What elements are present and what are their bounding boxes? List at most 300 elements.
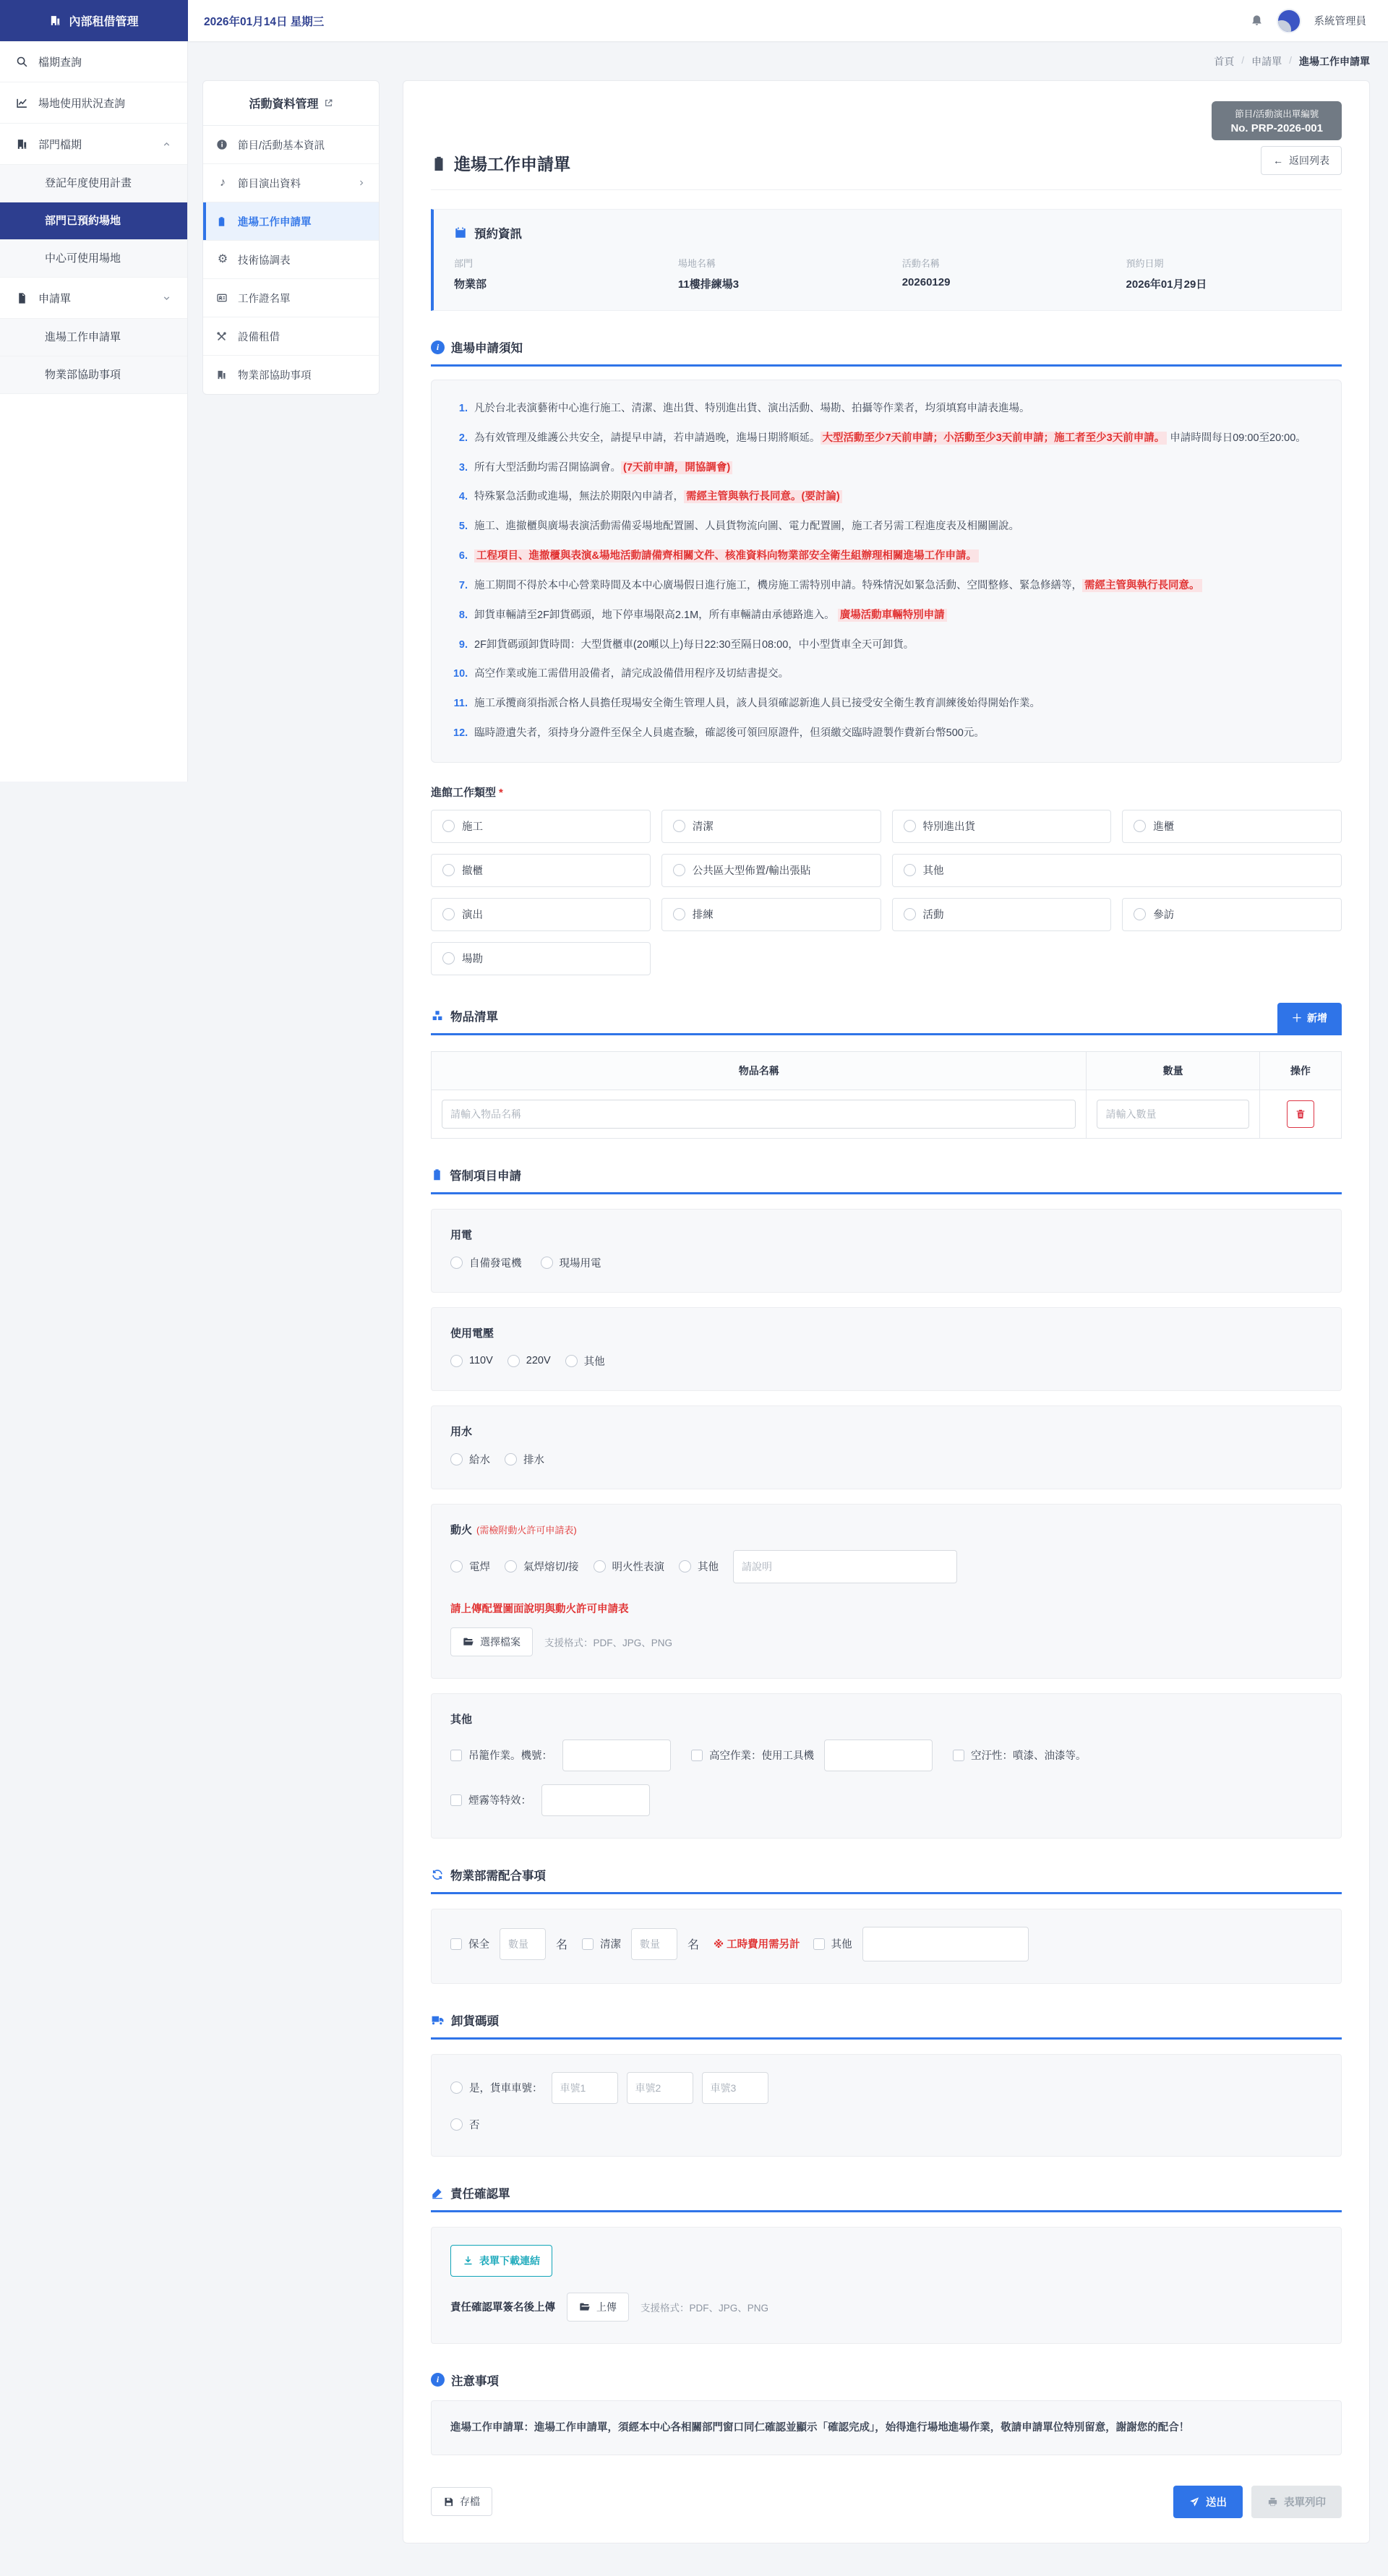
checkbox-aerial-work[interactable] [691, 1747, 814, 1763]
work-type-option-label: 公共區大型佈置/輸出張貼 [692, 865, 811, 878]
work-type-option[interactable] [661, 898, 881, 931]
checkbox-smoke-effects[interactable] [450, 1792, 531, 1807]
radio-icon [450, 1355, 463, 1367]
building-icon [49, 14, 61, 27]
sidebar-item-label: 部門檔期 [38, 138, 82, 151]
notice-item-number: 11. [453, 698, 468, 710]
radio-icon [442, 864, 455, 876]
chevron-right-icon [357, 179, 366, 187]
notice-item [453, 664, 1319, 684]
section-title: 進場申請須知 [451, 342, 523, 355]
sidebar-item-label: 申請單 [38, 292, 72, 305]
notice-item-number: 7. [458, 579, 468, 591]
notice-item-text: 為有效管理及維護公共安全，請提早申請，若申請過晚，進場日期將順延。 大型活動至少7天前申請；小活動至少3天前申請；施工者至少3天前申請。 申請時間每日09:00至20:00。 [474, 432, 1306, 444]
truck-plate-input-2[interactable] [627, 2072, 693, 2104]
radio-icon [1134, 908, 1146, 920]
download-icon [463, 2255, 474, 2266]
radio-220v[interactable] [507, 1355, 551, 1367]
subnav-item-label: 節目演出資料 [238, 178, 301, 190]
work-type-option[interactable] [892, 854, 1342, 887]
notice-item-number: 1. [458, 403, 468, 414]
notice-item [453, 429, 1319, 448]
info-icon: i [431, 2373, 445, 2387]
loading-dock-card [431, 2054, 1342, 2157]
sidebar-item-dept-reserved-venues[interactable]: 部門已預約場地 [0, 202, 187, 240]
calendar-icon [454, 226, 467, 239]
notice-item-number: 3. [458, 461, 468, 474]
option-label: 否 [469, 2119, 480, 2131]
fire-label: 動火 [450, 1523, 473, 1536]
radio-dock-no[interactable] [450, 2117, 480, 2132]
save-draft-button[interactable] [431, 2487, 492, 2516]
save-icon [443, 2496, 454, 2507]
notes-panel: 進場工作申請單：進場工作申請單，須經本中心各相關部門窗口同仁確認並顯示「確認完成」，始得進行場地進場作業，敬請申請單位特別留意，謝謝您的配合！ [431, 2400, 1342, 2455]
truck-plate-input-1[interactable] [552, 2072, 618, 2104]
checkbox-icon [582, 1938, 594, 1950]
property-other-input[interactable] [862, 1927, 1029, 1961]
sidebar-item-label: 場地使用狀況查詢 [38, 97, 126, 110]
add-item-button[interactable] [1277, 1003, 1342, 1033]
option-label: 吊籠作業。機號： [468, 1750, 552, 1763]
notice-item [453, 606, 1319, 625]
cleaning-quantity-input[interactable] [631, 1928, 677, 1960]
work-type-option[interactable] [431, 942, 651, 975]
top-bar [0, 0, 1388, 41]
work-type-option[interactable] [1122, 810, 1342, 843]
truck-plate-input-3[interactable] [702, 2072, 768, 2104]
fire-upload-hint: 請上傳配置圖面說明與動火許可申請表 [450, 1603, 629, 1615]
radio-110v[interactable] [450, 1355, 493, 1367]
radio-fire-other[interactable] [679, 1559, 719, 1574]
subnav-item-label: 節目/活動基本資訊 [238, 140, 325, 152]
upload-after-sign-label: 責任確認單簽名後上傳 [450, 2302, 555, 2314]
chart-icon [16, 97, 28, 109]
tools-icon [216, 331, 229, 342]
booking-field-activity [902, 256, 1126, 291]
option-label: 220V [526, 1355, 551, 1367]
notice-item-number: 8. [458, 609, 468, 621]
notice-item [453, 458, 1319, 478]
sidebar-item-annual-plan[interactable]: 登記年度使用計畫 [0, 165, 187, 202]
current-date: 2026年01月14日 星期三 [204, 15, 325, 28]
notice-item-text: 工程項目、進撤櫃與表演&場地活動請備齊相關文件、核准資料向物業部安全衛生組辦理相關進場工作申請。 [474, 547, 979, 566]
radio-icon [505, 1453, 517, 1465]
printer-icon [1267, 2496, 1278, 2507]
print-form-button [1251, 2486, 1342, 2518]
notice-item-text: 施工承攬商須指派合格人員擔任現場安全衛生管理人員，該人員須確認新進人員已接受安全衛生教育訓練後始得開始作業。 [474, 698, 1040, 710]
option-label: 氣焊熔切/接 [523, 1562, 579, 1574]
items-list-section [431, 1003, 1342, 1139]
sidebar-item-label: 檔期查詢 [38, 56, 82, 69]
breadcrumb-home[interactable]: 首頁 [1214, 56, 1235, 67]
breadcrumb-separator: / [1241, 54, 1245, 66]
activity-subnav [202, 80, 380, 395]
option-label: 110V [469, 1355, 493, 1367]
form-download-label: 表單下載連結 [479, 2254, 540, 2267]
save-draft-label: 存檔 [460, 2496, 480, 2508]
signature-pen-icon [431, 2186, 444, 2199]
building-icon [216, 369, 229, 380]
subnav-item-label: 進場工作申請單 [238, 216, 312, 228]
notice-item-number: 5. [458, 521, 468, 533]
required-asterisk: * [499, 786, 503, 799]
card-label: 用電 [450, 1228, 473, 1241]
search-icon [16, 56, 28, 68]
upload-button[interactable] [567, 2293, 629, 2322]
entry-notice-section [431, 338, 1342, 763]
security-quantity-input[interactable] [500, 1928, 546, 1960]
radio-onsite-power[interactable] [541, 1255, 601, 1270]
column-header-quantity: 數量 [1087, 1051, 1259, 1090]
notice-item-text: 卸貨車輛請至2F卸貨碼頭，地下停車場限高2.1M，所有車輛請由承德路進入。 廣場活動車輛特別申請 [474, 606, 947, 625]
work-type-option-label: 參訪 [1153, 910, 1175, 922]
work-type-option-label: 其他 [922, 865, 944, 878]
submit-button[interactable] [1173, 2486, 1243, 2518]
voltage-card [431, 1307, 1342, 1391]
option-label: 是，貨車車號： [469, 2083, 543, 2095]
notice-item [453, 636, 1319, 655]
radio-icon [1134, 820, 1146, 832]
work-type-label [431, 784, 1342, 800]
subnav-item-property-assistance[interactable] [203, 356, 379, 394]
gears-icon: ⚙ [217, 253, 228, 265]
field-value: 2026年01月29日 [1126, 278, 1207, 291]
subnav-item-work-badge-list[interactable] [203, 279, 379, 317]
work-type-option-label: 施工 [462, 821, 483, 834]
work-type-option[interactable] [892, 810, 1112, 843]
crane-machine-number-input[interactable] [562, 1740, 671, 1771]
info-icon [216, 139, 229, 150]
notice-item [453, 399, 1319, 419]
unit-label: 名 [687, 1939, 700, 1952]
upload-label: 上傳 [596, 2301, 617, 2313]
truck-icon [431, 2013, 445, 2027]
table-row [432, 1090, 1342, 1138]
checkbox-icon [691, 1750, 703, 1761]
back-to-list-label: 返回列表 [1289, 155, 1329, 166]
field-label: 預約日期 [1126, 258, 1164, 269]
radio-electric-welding[interactable] [450, 1559, 490, 1574]
checkbox-icon [813, 1938, 825, 1950]
notice-item [453, 724, 1319, 743]
property-cooperation-card [431, 1909, 1342, 1984]
option-label: 其他 [698, 1562, 719, 1574]
item-quantity-input[interactable] [1097, 1100, 1248, 1129]
choose-file-label: 選擇檔案 [480, 1635, 520, 1648]
user-avatar[interactable] [1277, 9, 1301, 33]
radio-own-generator[interactable] [450, 1255, 522, 1270]
work-type-option[interactable] [661, 810, 881, 843]
subnav-item-performance-data[interactable] [203, 164, 379, 202]
document-icon [16, 292, 28, 304]
clipboard-check-icon [431, 155, 447, 171]
notice-item [453, 517, 1319, 536]
column-header-item-name: 物品名稱 [432, 1051, 1087, 1090]
notice-item [453, 694, 1319, 714]
work-type-label-text: 進館工作類型 [431, 786, 497, 799]
radio-icon [505, 1560, 517, 1572]
notice-item-text: 臨時證遺失者，須持身分證件至保全人員處查驗，確認後可領回原證件，但須繳交臨時證製作費新台幣500元。 [474, 727, 985, 739]
booking-field-venue [678, 256, 902, 291]
subnav-item-label: 工作證名單 [238, 293, 291, 305]
sidebar-item-schedule-query[interactable] [0, 41, 187, 82]
folder-icon [463, 1636, 474, 1648]
id-card-icon [216, 292, 229, 304]
notice-item-text: 2F卸貨碼頭卸貨時間：大型貨櫃車(20噸以上)每日22:30至隔日08:00，中小型貨車全天可卸貨。 [474, 638, 914, 651]
subnav-item-label: 設備租借 [238, 331, 280, 343]
unit-label: 名 [556, 1939, 568, 1952]
notice-item-text: 特殊緊急活動或進場，無法於期限內申請者， 需經主管與執行長同意。(要討論) [474, 487, 842, 507]
delete-item-button[interactable] [1287, 1100, 1314, 1128]
radio-icon [904, 908, 916, 920]
radio-icon [673, 908, 685, 920]
badge-number: No. PRP-2026-001 [1230, 122, 1323, 134]
checkbox-property-other[interactable] [813, 1936, 852, 1951]
work-type-option[interactable] [431, 810, 651, 843]
radio-dock-yes[interactable] [450, 2080, 543, 2095]
sidebar-item-venue-status[interactable] [0, 82, 187, 124]
notice-item-text: 高空作業或施工需借用設備者，請完成設備借用程序及切結書提交。 [474, 668, 789, 680]
external-link-icon [324, 98, 333, 108]
back-to-list-button[interactable] [1261, 146, 1342, 175]
radio-icon [442, 820, 455, 832]
submit-label: 送出 [1206, 2496, 1227, 2509]
notification-bell-icon[interactable] [1250, 14, 1264, 27]
subnav-item-label: 技術協調表 [238, 254, 291, 267]
radio-icon [450, 1453, 463, 1465]
folder-icon [579, 2301, 591, 2313]
checkbox-security[interactable] [450, 1936, 489, 1951]
chevron-down-icon [162, 294, 171, 303]
radio-drainage[interactable] [505, 1452, 544, 1467]
option-label: 自備發電機 [469, 1257, 522, 1270]
work-type-option-label: 演出 [462, 910, 483, 922]
work-type-option-label: 撤櫃 [462, 865, 483, 878]
checkbox-crane-work[interactable] [450, 1747, 552, 1763]
radio-voltage-other[interactable] [565, 1353, 605, 1369]
checkbox-icon [450, 1794, 462, 1806]
option-label: 煙霧等特效： [468, 1795, 531, 1807]
arrow-left-icon: ← [1273, 155, 1283, 166]
option-label: 給水 [469, 1454, 490, 1466]
program-number-badge [1212, 101, 1342, 140]
property-cooperation-section [431, 1866, 1342, 1984]
main-sidebar [0, 41, 188, 782]
booking-title: 預約資訊 [474, 228, 522, 241]
supported-formats: 支援格式：PDF、JPG、PNG [641, 2302, 769, 2314]
notice-item-text: 施工、進撤櫃與廣場表演活動需備妥場地配置圖、人員貨物流向圖、電力配置圖，施工者另需工程進度表及相關圖說。 [474, 521, 1019, 533]
section-title: 物業部需配合事項 [450, 1869, 546, 1883]
option-label: 現場用電 [559, 1257, 601, 1270]
page-title [431, 151, 570, 175]
option-label: 排水 [523, 1454, 544, 1466]
info-icon: i [431, 341, 445, 354]
loading-dock-section [431, 2011, 1342, 2157]
work-type-option-label: 清潔 [692, 821, 714, 834]
form-download-link-button[interactable] [450, 2245, 552, 2277]
supported-formats: 支援格式：PDF、JPG、PNG [544, 1637, 673, 1648]
notice-panel [431, 380, 1342, 763]
chevron-up-icon [162, 140, 171, 149]
work-type-option-label: 特別進出貨 [922, 821, 975, 834]
notice-item-number: 6. [458, 550, 468, 562]
card-label: 使用電壓 [450, 1327, 494, 1340]
responsibility-card [431, 2227, 1342, 2344]
work-type-option-label: 場勘 [462, 954, 483, 966]
item-name-input[interactable] [442, 1100, 1076, 1129]
sidebar-group-applications[interactable] [0, 278, 187, 319]
page-title-text: 進場工作申請單 [454, 155, 570, 174]
subnav-item-entry-work-application[interactable] [203, 202, 379, 241]
option-label: 空汙性：噴漆、油漆等。 [971, 1750, 1087, 1763]
subnav-title-text: 活動資料管理 [249, 98, 319, 111]
notice-item [453, 487, 1319, 507]
notice-item-number: 4. [458, 491, 468, 503]
notice-item-number: 2. [458, 432, 468, 444]
card-label [450, 1522, 1322, 1537]
work-type-option-label: 進櫃 [1153, 821, 1175, 834]
checkbox-icon [450, 1750, 462, 1761]
radio-icon [594, 1560, 606, 1572]
checkbox-icon [450, 1938, 462, 1950]
field-label: 活動名稱 [901, 258, 940, 269]
work-type-option[interactable] [431, 898, 651, 931]
work-type-option-label: 活動 [922, 910, 944, 922]
building-icon [16, 138, 28, 150]
radio-icon [904, 820, 916, 832]
option-label: 明火性表演 [612, 1562, 665, 1574]
notice-item-text: 凡於台北表演藝術中心進行施工、清潔、進出貨、特別進出貨、演出活動、場勘、拍攝等作業者，均須填寫申請表進場。 [474, 403, 1030, 414]
subnav-item-technical-coordination[interactable] [203, 241, 379, 279]
responsibility-section [431, 2184, 1342, 2344]
radio-open-flame-performance[interactable] [594, 1559, 665, 1574]
option-label: 其他 [831, 1939, 852, 1951]
entry-work-application-form [403, 80, 1370, 2543]
section-title: 注意事項 [451, 2374, 499, 2388]
field-value: 物業部 [454, 278, 487, 291]
option-label: 清潔 [600, 1939, 622, 1951]
radio-icon [450, 1560, 463, 1572]
radio-icon [565, 1355, 578, 1367]
radio-gas-welding[interactable] [505, 1559, 579, 1574]
option-label: 高空作業：使用工具機 [709, 1750, 814, 1763]
section-title: 管制項目申請 [450, 1169, 521, 1183]
radio-icon [450, 1257, 463, 1269]
booking-field-date [1126, 256, 1321, 291]
labor-fee-note: ※ 工時費用需另計 [714, 1939, 800, 1951]
app-brand [0, 0, 188, 41]
section-title: 物品清單 [450, 1010, 498, 1024]
power-card [431, 1209, 1342, 1293]
boxes-icon [431, 1009, 444, 1022]
radio-icon [679, 1560, 691, 1572]
booking-field-department [454, 256, 678, 291]
work-type-option[interactable] [431, 854, 651, 887]
booking-info-panel [431, 209, 1342, 311]
radio-icon [673, 820, 685, 832]
radio-water-supply[interactable] [450, 1452, 490, 1467]
choose-file-button[interactable] [450, 1627, 533, 1656]
breadcrumb-separator: / [1289, 54, 1292, 66]
radio-icon [450, 2081, 463, 2094]
breadcrumb-current: 進場工作申請單 [1299, 56, 1370, 67]
sidebar-item-center-available-venues[interactable]: 中心可使用場地 [0, 240, 187, 278]
notes-section [431, 2371, 1342, 2455]
radio-icon [507, 1355, 520, 1367]
checkbox-air-pollution[interactable] [953, 1747, 1087, 1763]
section-title: 卸貨碼頭 [451, 2014, 499, 2028]
notice-item-number: 10. [453, 668, 468, 680]
option-label: 保全 [468, 1939, 489, 1951]
notice-item [453, 576, 1319, 596]
work-type-option-label: 排練 [692, 910, 714, 922]
user-name[interactable]: 系統管理員 [1314, 16, 1366, 27]
fire-card [431, 1504, 1342, 1679]
option-label: 其他 [583, 1356, 605, 1368]
send-icon [1189, 2496, 1200, 2507]
option-label: 電焊 [469, 1562, 490, 1574]
column-header-action: 操作 [1259, 1051, 1341, 1090]
trash-icon [1295, 1108, 1306, 1120]
radio-icon [904, 864, 916, 876]
radio-icon [673, 864, 685, 876]
breadcrumb-applications[interactable]: 申請單 [1251, 56, 1282, 67]
music-icon: ♪ [220, 176, 226, 189]
subnav-title[interactable] [203, 81, 379, 126]
field-label: 場地名稱 [677, 258, 716, 269]
subnav-item-equipment-rental[interactable] [203, 317, 379, 356]
title-divider [431, 189, 1342, 190]
radio-icon [541, 1257, 553, 1269]
clipboard-list-icon [431, 1168, 443, 1181]
work-type-grid [431, 810, 1342, 975]
aerial-tool-input[interactable] [824, 1740, 933, 1771]
checkbox-cleaning[interactable] [582, 1936, 621, 1951]
cooperation-icon [431, 1868, 444, 1881]
clipboard-icon [216, 216, 229, 227]
smoke-effects-input[interactable] [541, 1784, 650, 1816]
items-table [431, 1051, 1342, 1139]
card-label: 其他 [450, 1713, 473, 1726]
field-value: 11樓排練場3 [677, 278, 740, 291]
other-controls-card [431, 1693, 1342, 1839]
subnav-item-basic-info[interactable] [203, 126, 379, 164]
notice-item [453, 547, 1319, 566]
subnav-item-label: 物業部協助事項 [238, 370, 312, 382]
radio-icon [442, 952, 455, 964]
badge-label: 節目/活動演出單編號 [1235, 109, 1319, 119]
sidebar-group-department-schedule[interactable] [0, 124, 187, 165]
work-type-option[interactable] [892, 898, 1112, 931]
notice-list [453, 399, 1319, 743]
breadcrumb [202, 54, 1370, 69]
work-type-option[interactable] [1122, 898, 1342, 931]
notice-item-text: 施工期間不得於本中心營業時間及本中心廣場假日進行施工，機房施工需特別申請。特殊情況如緊急活動、空間整修、緊急修繕等， 需經主管與執行長同意。 [474, 576, 1202, 596]
card-label: 用水 [450, 1425, 473, 1438]
notice-item-number: 9. [458, 638, 468, 651]
water-card [431, 1405, 1342, 1489]
plus-icon: ＋ [1292, 1011, 1302, 1024]
notice-item-text: 所有大型活動均需召開協調會。 (7天前申請，開協調會) [474, 458, 732, 478]
field-label: 部門 [454, 258, 474, 269]
controlled-items-section [431, 1166, 1342, 1839]
fire-permit-note: (需檢附動火許可申請表) [476, 1524, 577, 1536]
notice-item-number: 12. [453, 727, 468, 739]
sidebar-item-property-assistance[interactable]: 物業部協助事項 [0, 356, 187, 394]
fire-other-description-input[interactable] [733, 1550, 957, 1583]
sidebar-item-entry-work-application[interactable]: 進場工作申請單 [0, 319, 187, 356]
work-type-option[interactable] [661, 854, 881, 887]
